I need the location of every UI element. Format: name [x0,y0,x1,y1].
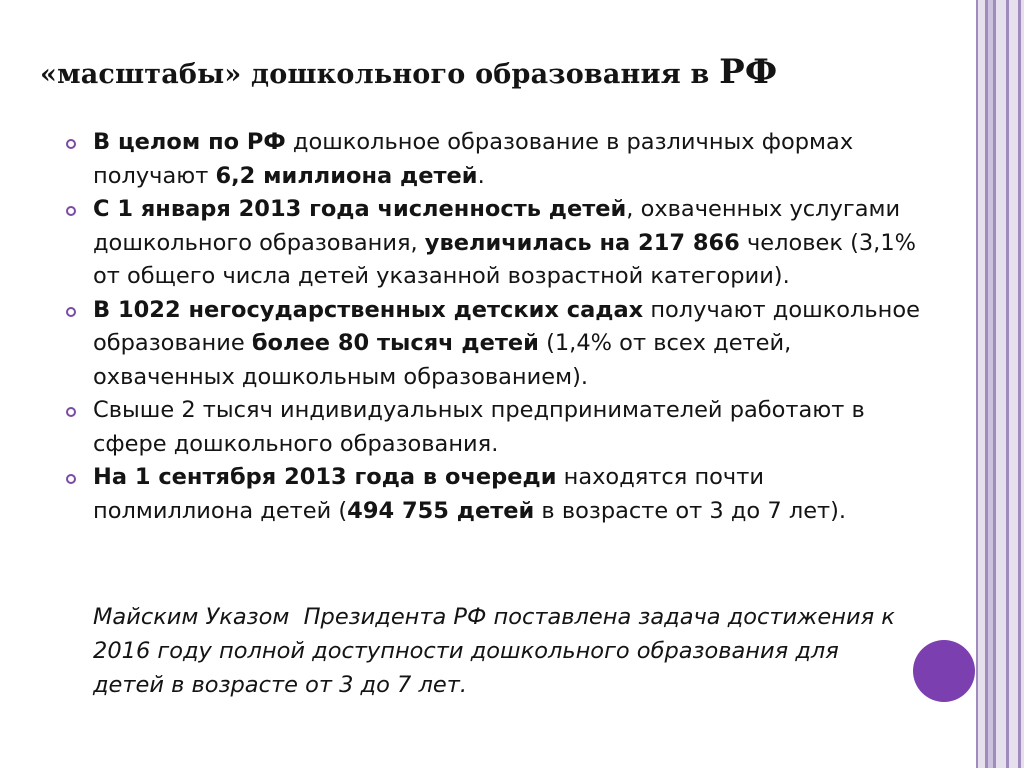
bullet-text-bold: 6,2 миллиона детей [215,162,478,189]
bullet-item [93,294,923,395]
bullet-item [93,193,923,294]
bullet-text: . [477,162,485,189]
bullet-text-bold: В 1022 негосударственных детских садах [93,296,644,323]
bullet-text: (1,4% от всех детей, охваченных дошкольным образованием). [93,330,792,390]
bullet-text: получают дошкольное образование [93,296,921,356]
slide-title [40,52,970,92]
bullet-item [93,461,923,528]
slide-title-main: «масштабы» дошкольного образования в [40,59,720,90]
bullet-list [93,126,923,528]
bullet-text: Свыше 2 тысяч индивидуальных предпринимателей работают в сфере дошкольного образования. [93,397,865,457]
bullet-item [93,126,923,193]
bullet-text-bold: С 1 января 2013 года численность детей [93,196,627,222]
bullet-marker-icon [66,307,76,317]
bullet-text: дошкольное образование в различных формах получают [93,129,854,189]
bullet-text: человек (3,1% от общего числа детей указанной возрастной категории). [93,229,917,289]
bullet-text-bold: В целом по РФ [93,129,286,155]
slide-title-rf: РФ [719,52,778,92]
decree-note: Майским Указом Президента РФ поставлена задача достижения к 2016 году полной доступности дошкольного образования для детей в возрасте от 3 до 7 лет. [93,604,903,698]
bullet-marker-icon [66,139,76,149]
bullet-text-bold: более 80 тысяч детей [251,330,539,356]
bullet-text: в возрасте от 3 до 7 лет). [534,497,847,524]
decorative-circle [913,640,975,702]
bullet-marker-icon [66,206,76,216]
bullet-marker-icon [66,474,76,484]
bullet-text-bold: увеличилась на 217 866 [424,229,740,256]
bullet-item [93,394,923,461]
bullet-text-bold: На 1 сентября 2013 года в очереди [93,464,557,490]
stripe [978,0,985,768]
bullet-text: находятся почти полмиллиона детей ( [93,464,764,524]
bullet-text: , охваченных услугами дошкольного образования, [93,196,901,256]
bullet-marker-icon [66,407,76,417]
stripe [1009,0,1018,768]
stripe [996,0,1006,768]
bullet-text-bold: 494 755 детей [347,497,535,524]
